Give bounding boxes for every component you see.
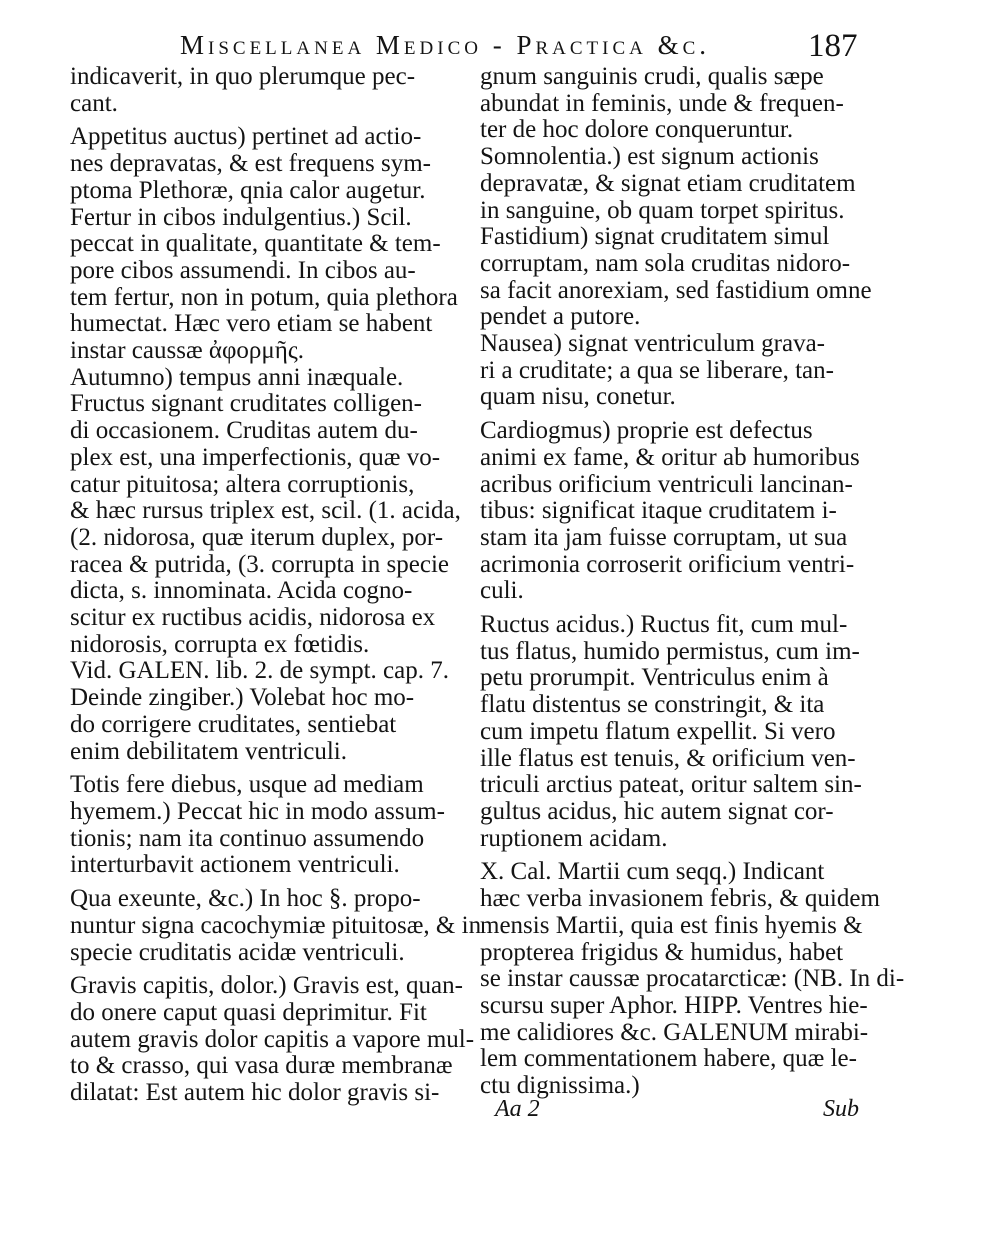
text-line: ctu dignissima.) bbox=[480, 1072, 640, 1100]
text-line: ptoma Plethoræ, qnia calor augetur. bbox=[70, 176, 426, 204]
text-line: Gravis capitis, dolor.) Gravis est, quan- bbox=[70, 972, 463, 1000]
text-line: plex est, una imperfectionis, quæ vo- bbox=[70, 443, 441, 471]
text-line: to & crasso, qui vasa duræ membranæ bbox=[70, 1052, 453, 1080]
text-line: ruptionem acidam. bbox=[480, 824, 668, 852]
text-line: triculi arctius pateat, oritur saltem sin- bbox=[480, 771, 862, 799]
text-line: acribus orificium ventriculi lancinan- bbox=[480, 470, 853, 498]
text-line: quam nisu, conetur. bbox=[480, 383, 676, 411]
text-line: flatu distentus se constringit, & ita bbox=[480, 691, 825, 719]
text-line: stam ita jam fuisse corruptam, ut sua bbox=[480, 523, 848, 551]
text-line: & hæc rursus triplex est, scil. (1. acida, bbox=[70, 497, 461, 525]
text-line: dilatat: Est autem hic dolor gravis si- bbox=[70, 1079, 440, 1107]
text-line: ter de hoc dolore conqueruntur. bbox=[480, 116, 794, 144]
text-line: se instar caussæ procatarcticæ: (NB. In di- bbox=[480, 965, 905, 993]
header-title: Miscellanea Medico - Practica &c. bbox=[180, 30, 711, 60]
text-line: Totis fere diebus, usque ad mediam bbox=[70, 771, 424, 799]
text-line: gultus acidus, hic autem signat cor- bbox=[480, 797, 834, 825]
text-line: nidorosis, corrupta ex fœtidis. bbox=[70, 630, 370, 658]
text-line: lem commentationem habere, quæ le- bbox=[480, 1045, 857, 1073]
text-line: pendet a putore. bbox=[480, 303, 641, 331]
text-line: me calidiores &c. GALENUM mirabi- bbox=[480, 1018, 869, 1046]
left-column bbox=[70, 63, 482, 1107]
text-line: indicaverit, in quo plerumque pec- bbox=[70, 63, 416, 90]
page-number: 187 bbox=[808, 28, 858, 64]
text-line: di occasionem. Cruditas autem du- bbox=[70, 417, 418, 445]
text-line: dicta, s. innominata. Acida cogno- bbox=[70, 577, 413, 605]
text-line: Ructus acidus.) Ructus fit, cum mul- bbox=[480, 611, 848, 639]
text-line: Qua exeunte, &c.) In hoc §. propo- bbox=[70, 885, 421, 913]
text-line: nuntur signa cacochymiæ pituitosæ, & in bbox=[70, 911, 482, 939]
text-line: ri a cruditate; a qua se liberare, tan- bbox=[480, 356, 834, 384]
text-line: tem fertur, non in potum, quia plethora bbox=[70, 283, 458, 311]
text-line: acrimonia corroserit orificium ventri- bbox=[480, 550, 855, 578]
text-line: enim debilitatem ventriculi. bbox=[70, 737, 348, 765]
text-line: depravatæ, & signat etiam cruditatem bbox=[480, 169, 856, 197]
text-line: interturbavit actionem ventriculi. bbox=[70, 851, 400, 879]
catchword: Sub bbox=[823, 1096, 859, 1122]
text-line: gnum sanguinis crudi, qualis sæpe bbox=[480, 63, 824, 90]
text-line: Cardiogmus) proprie est defectus bbox=[480, 417, 813, 445]
right-column bbox=[480, 63, 905, 1100]
text-line: X. Cal. Martii cum seqq.) Indicant bbox=[480, 858, 825, 886]
text-line: culi. bbox=[480, 577, 524, 605]
text-line: instar caussæ ἀφορμῆς. bbox=[70, 337, 304, 365]
text-line: Nausea) signat ventriculum grava- bbox=[480, 330, 826, 358]
text-line: pore cibos assumendi. In cibos au- bbox=[70, 256, 416, 284]
text-line: Fertur in cibos indulgentius.) Scil. bbox=[70, 203, 412, 231]
text-line: autem gravis dolor capitis a vapore mul- bbox=[70, 1025, 475, 1053]
text-line: hyemem.) Peccat hic in modo assum- bbox=[70, 797, 445, 825]
text-line: hæc verba invasionem febris, & quidem bbox=[480, 885, 880, 913]
text-line: nes depravatas, & est frequens sym- bbox=[70, 150, 431, 178]
text-line: do onere caput quasi deprimitur. Fit bbox=[70, 998, 427, 1026]
text-line: specie cruditatis acidæ ventriculi. bbox=[70, 938, 405, 966]
text-line: mensis Martii, quia est finis hyemis & bbox=[480, 911, 863, 939]
text-line: cum impetu flatum expellit. Si vero bbox=[480, 717, 836, 745]
text-line: (2. nidorosa, quæ iterum duplex, por- bbox=[70, 523, 444, 551]
text-line: corruptam, nam sola cruditas nidoro- bbox=[480, 249, 851, 277]
text-line: tionis; nam ita continuo assumendo bbox=[70, 824, 425, 852]
text-line: do corrigere cruditates, sentiebat bbox=[70, 710, 397, 738]
text-line: peccat in qualitate, quantitate & tem- bbox=[70, 230, 441, 258]
text-line: ille flatus est tenuis, & orificium ven- bbox=[480, 744, 856, 772]
text-line: Deinde zingiber.) Volebat hoc mo- bbox=[70, 684, 415, 712]
text-line: in sanguine, ob quam torpet spiritus. bbox=[480, 196, 845, 224]
text-line: Somnolentia.) est signum actionis bbox=[480, 143, 819, 171]
text-line: Fastidium) signat cruditatem simul bbox=[480, 223, 830, 251]
text-line: tus flatus, humido permistus, cum im- bbox=[480, 637, 860, 665]
text-line: sa facit anorexiam, sed fastidium omne bbox=[480, 276, 872, 304]
text-line: catur pituitosa; altera corruptionis, bbox=[70, 470, 415, 498]
text-line: humectat. Hæc vero etiam se habent bbox=[70, 310, 433, 338]
text-line: scursu super Aphor. HIPP. Ventres hie- bbox=[480, 991, 868, 1019]
text-line: Autumno) tempus anni inæquale. bbox=[70, 363, 404, 391]
text-line: abundat in feminis, unde & frequen- bbox=[480, 89, 844, 117]
text-line: Fructus signant cruditates colligen- bbox=[70, 390, 423, 418]
text-line: cant. bbox=[70, 89, 118, 117]
text-line: animi ex fame, & oritur ab humoribus bbox=[480, 443, 860, 471]
text-line: petu prorumpit. Ventriculus enim à bbox=[480, 664, 829, 692]
text-line: scitur ex ructibus acidis, nidorosa ex bbox=[70, 604, 436, 632]
text-line: Appetitus auctus) pertinet ad actio- bbox=[70, 123, 422, 151]
text-line: tibus: significat itaque cruditatem i- bbox=[480, 497, 837, 525]
text-line: racea & putrida, (3. corrupta in specie bbox=[70, 550, 449, 578]
text-line: Vid. GALEN. lib. 2. de sympt. cap. 7. bbox=[70, 657, 450, 685]
signature-mark: Aa 2 bbox=[495, 1096, 540, 1122]
text-line: propterea frigidus & humidus, habet bbox=[480, 938, 844, 966]
